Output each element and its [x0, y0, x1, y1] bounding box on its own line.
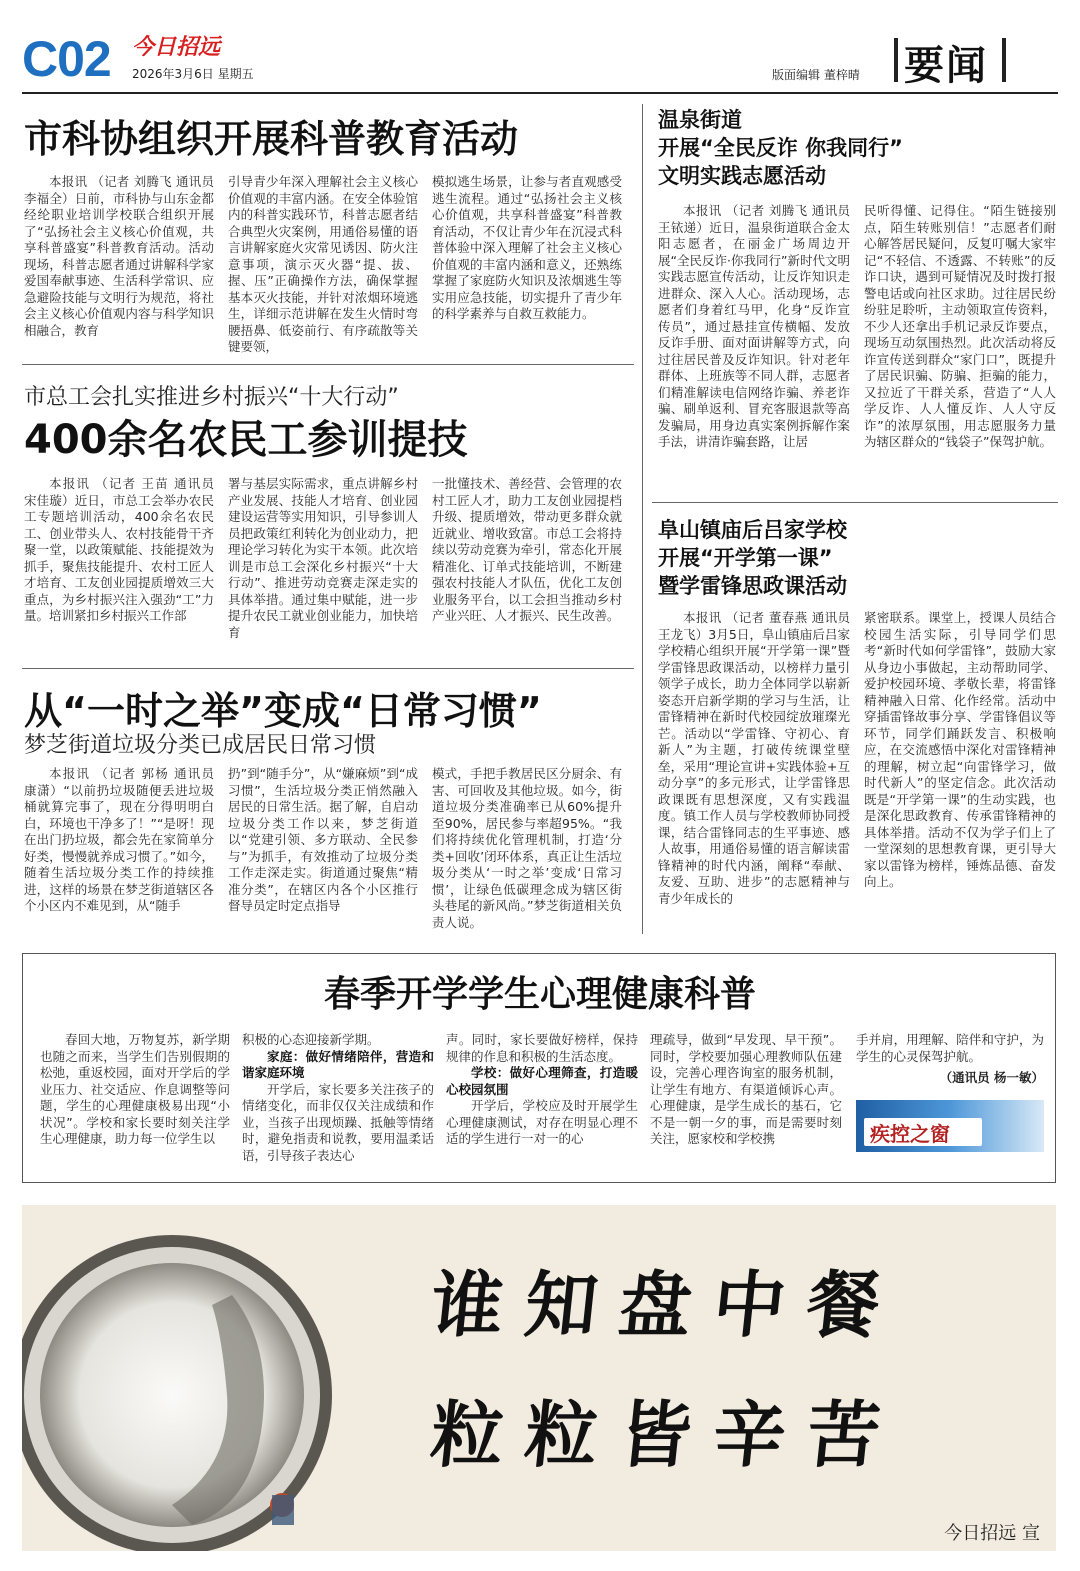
article2-col3: 一批懂技术、善经营、会管理的农村工匠人才，助力工友创业园提档升级、提质增效，带动更多群众就近就业、增收致富。市总工会将持续以劳动竞赛为牵引，常态化开展精准化、订单式技能培训，不断建强农村技能人才队伍，优化工友创业服务平台，以工会担当推动乡村产业兴旺、人才振兴、民生改善。	[432, 476, 622, 623]
psa-banner	[22, 1205, 1056, 1551]
article6-col3: 声。同时，家长要做好榜样，保持规律的作息和积极的生活态度。 学校：做好心理筛查，打造暖心校园氛围 开学后，学校应及时开展学生心理健康测试，对存在明显心理不适的学生进行一对一的心	[446, 1032, 638, 1146]
article3-col3: 模式，手把手教居民区分厨余、有害、可回收及其他垃圾。如今，街道垃圾分类准确率已从60%提升至90%，居民参与率超95%。“我们将持续优化管理机制，打造‘分类+回收’闭环体系，真正让生活垃圾分类从‘一时之举’变成‘日常习惯’，让绿色低碳理念成为辖区街头巷尾的新风尚。”梦芝街道相关负责人说。	[432, 766, 622, 930]
article6-col4: 理疏导，做到“早发现、早干预”。同时，学校要加强心理教师队伍建设，完善心理咨询室的服务机制，让学生有地方、有渠道倾诉心声。心理健康，是学生成长的基石，它不是一朝一夕的事，而是需要时刻关注，愿家校和学校携	[650, 1032, 842, 1146]
rice-bowl-icon	[22, 1205, 362, 1551]
issue-date: 2026年3月6日 星期五	[132, 67, 254, 81]
article2-kicker: 市总工会扎实推进乡村振兴“十大行动”	[24, 385, 399, 410]
article3-title: 从“一时之举”变成“日常习惯”	[24, 689, 542, 733]
article6-col5: 手并肩，用理解、陪伴和守护，为学生的心灵保驾护航。	[856, 1032, 1044, 1064]
article2-col1: 本报讯 （记者 王苗 通讯员 宋佳璇）近日，市总工会举办农民工专题培训活动，400余名农民工、创业带头人、农村技能骨干齐聚一堂，以政策赋能、技能提效为抓手，聚焦技能提升、农村工匠人才培育、工友创业园提质增效三大重点，为乡村振兴注入强劲“工”力量。培训紧扣乡村振兴工作部	[24, 476, 214, 623]
article4-divider	[652, 502, 1058, 503]
article2-divider	[22, 668, 634, 669]
section-bar-right	[1002, 38, 1006, 82]
header-rule	[22, 92, 1058, 94]
article1-title: 市科协组织开展科普教育活动	[24, 117, 519, 161]
article1-col3: 模拟逃生场景，让参与者直观感受逃生流程。通过“弘扬社会主义核心价值观，共享科普盛宴”科普教育活动，不仅让青少年在沉浸式科普体验中深入理解了社会主义核心价值观的丰富内涵和意义，还熟练掌握了家庭防火知识及浓烟逃生等实用应急技能，切实提升了青少年的科学素养与自救互救能力。	[432, 174, 622, 321]
article6-byline: （通讯员 杨一敏）	[939, 1070, 1044, 1085]
psa-line-1: 谁知盘中餐	[426, 1262, 906, 1347]
article2-title: 400余名农民工参训提技	[24, 417, 468, 463]
article6-title: 春季开学学生心理健康科普	[323, 974, 756, 1015]
article1-divider	[22, 364, 634, 365]
page-editor: 版面编辑 董梓晴	[772, 68, 860, 82]
article4-col2: 民听得懂、记得住。“陌生链接别点，陌生转账别信！”志愿者们耐心解答居民疑问，反复叮嘱大家牢记“不轻信、不透露、不转账”的反诈口诀，遇到可疑情况及时拨打报警电话或向社区求助。过往居民纷纷驻足聆听，主动领取宣传资料，不少人还拿出手机记录反诈要点，现场互动氛围热烈。此次活动将反诈宣传送到群众“家门口”，既提升了居民识骗、防骗、拒骗的能力，又拉近了干群关系，营造了“人人学反诈、人人懂反诈、人人守反诈”的浓厚氛围，用志愿服务力量为辖区群众的“钱袋子”保驾护航。	[864, 203, 1056, 449]
article3-subtitle: 梦芝街道垃圾分类已成居民日常习惯	[24, 733, 377, 758]
article3-col2: 扔”到“随手分”，从“嫌麻烦”到“成习惯”，生活垃圾分类正悄然融入居民的日常生活。据了解，自启动垃圾分类工作以来，梦芝街道以“党建引领、多方联动、全民参与”为抓手，有效推动了垃圾分类工作走深走实。街道通过聚焦“精准分类”，在辖区内各个小区推行督导员定时定点指导	[228, 766, 418, 913]
section-bar-left	[894, 38, 898, 82]
psa-credit: 今日招远 宣	[944, 1523, 1040, 1544]
article4-title: 温泉街道 开展“全民反诈 你我同行” 文明实践志愿活动	[658, 108, 903, 188]
paper-name-logo: 今日招远	[132, 34, 221, 60]
section-name: 要闻	[904, 42, 988, 89]
column-divider	[642, 104, 643, 934]
badge-label: 疾控之窗	[870, 1122, 950, 1146]
article3-col1: 本报讯 （记者 郭杨 通讯员 康潇）“以前扔垃圾随便丢进垃圾桶就算完事了，现在分得明明白白，环境也干净多了！”“是呀！现在出门扔垃圾，都会先在家简单分好类，慢慢就养成习惯了。”如今，随着生活垃圾分类工作的持续推进，这样的场景在梦芝街道辖区各个小区内不难见到，从“随手	[24, 766, 214, 913]
article6-col2: 积极的心态迎接新学期。 家庭：做好情绪陪伴，营造和谐家庭环境 开学后，家长要多关注孩子的情绪变化，而非仅仅关注成绩和作业，当孩子出现烦躁、抵触等情绪时，避免指责和说教，要用温柔话语，引导孩子表达心	[242, 1032, 434, 1163]
article1-col2: 引导青少年深入理解社会主义核心价值观的丰富内涵。在安全体验馆内的科普实践环节，科普志愿者结合典型火灾案例，用通俗易懂的语言讲解家庭火灾常见诱因、防火注意事项，演示灭火器“提、拔、握、压”正确操作方法，确保掌握基本灭火技能，并针对浓烟环境逃生，详细示范讲解在发生火情时弯腰捂鼻、低姿前行、有序疏散等关键要领，	[228, 174, 418, 354]
page-number: C02	[22, 31, 111, 87]
article6-col1: 春回大地，万物复苏，新学期也随之而来，当学生们告别假期的松弛，重返校园，面对开学后的学业压力、社交适应、作息调整等问题，学生的心理健康极易出现“小状况”。学校和家长要时刻关注学生心理健康，助力每一位学生以	[40, 1032, 230, 1146]
disease-control-badge	[856, 1100, 1044, 1152]
article5-col1: 本报讯 （记者 董春燕 通讯员 王龙飞）3月5日，阜山镇庙后吕家学校精心组织开展“开学第一课”暨学雷锋思政课活动，以榜样力量引领学子成长，助力全体同学以崭新姿态开启新学期的学习与生活，让雷锋精神在新时代校园绽放璀璨光芒。活动以“学雷锋、守初心、育新人”为主题，打破传统课堂壁垒，采用“理论宣讲+实践体验+互动分享”的多元形式，让学雷锋思政课既有思想深度，又有实践温度。镇工作人员与学校教师协同授课，结合雷锋同志的生平事迹、感人故事，用通俗易懂的语言解读雷锋精神的时代内涵，阐释“奉献、友爱、互助、进步”的志愿精神与青少年成长的	[658, 610, 850, 906]
article4-col1: 本报讯 （记者 刘腾飞 通讯员 王铱递）近日，温泉街道联合金太阳志愿者，在丽金广场周边开展“全民反诈·你我同行”新时代文明实践志愿宣传活动，让反诈知识走进群众、深入人心。活动现场，志愿者们身着红马甲，化身“反诈宣传员”，通过悬挂宣传横幅、发放反诈手册、面对面讲解等方式，向过往居民普及反诈知识。针对老年群体、上班族等不同人群，志愿者们精准解读电信网络诈骗、养老诈骗、刷单返利、冒充客服退款等高发骗局，用身边真实案例拆解作案手法，讲清诈骗套路，让居	[658, 203, 850, 449]
psa-line-2: 粒粒皆辛苦	[426, 1392, 906, 1477]
article2-col2: 署与基层实际需求，重点讲解乡村产业发展、技能人才培育、创业园建设运营等实用知识，引导参训人员把政策红利转化为创业动力，把理论学习转化为实干本领。此次培训是市总工会深化乡村振兴“十大行动”、推进劳动竞赛走深走实的具体举措。通过集中赋能，进一步提升农民工就业创业能力，加快培育	[228, 476, 418, 640]
article5-title: 阜山镇庙后吕家学校 开展“开学第一课” 暨学雷锋思政课活动	[658, 518, 847, 598]
article5-col2: 紧密联系。课堂上，授课人员结合校园生活实际，引导同学们思考“新时代如何学雷锋”，鼓励大家从身边小事做起，主动帮助同学、爱护校园环境、孝敬长辈，将雷锋精神融入日常、化作经常。活动中穿插雷锋故事分享、学雷锋倡议等环节，同学们踊跃发言、积极响应，在交流感悟中深化对雷锋精神的理解，树立起“向雷锋学习，做时代新人”的坚定信念。此次活动既是“开学第一课”的生动实践，也是深化思政教育、传承雷锋精神的具体举措。活动不仅为学子们上了一堂深刻的思想教育课，更引导大家以雷锋为榜样，锤炼品德、奋发向上。	[864, 610, 1056, 889]
article1-col1: 本报讯 （记者 刘腾飞 通讯员 李福全）日前，市科协与山东金都经纶职业培训学校联合组织开展了“弘扬社会主义核心价值观，共享科普盛宴”科普教育活动。活动现场，科普志愿者通过讲解科学家爱国奉献事迹、生活科学常识、应急避险技能与文明行为规范，将社会主义核心价值观内容与科学知识相融合，教育	[24, 174, 214, 338]
